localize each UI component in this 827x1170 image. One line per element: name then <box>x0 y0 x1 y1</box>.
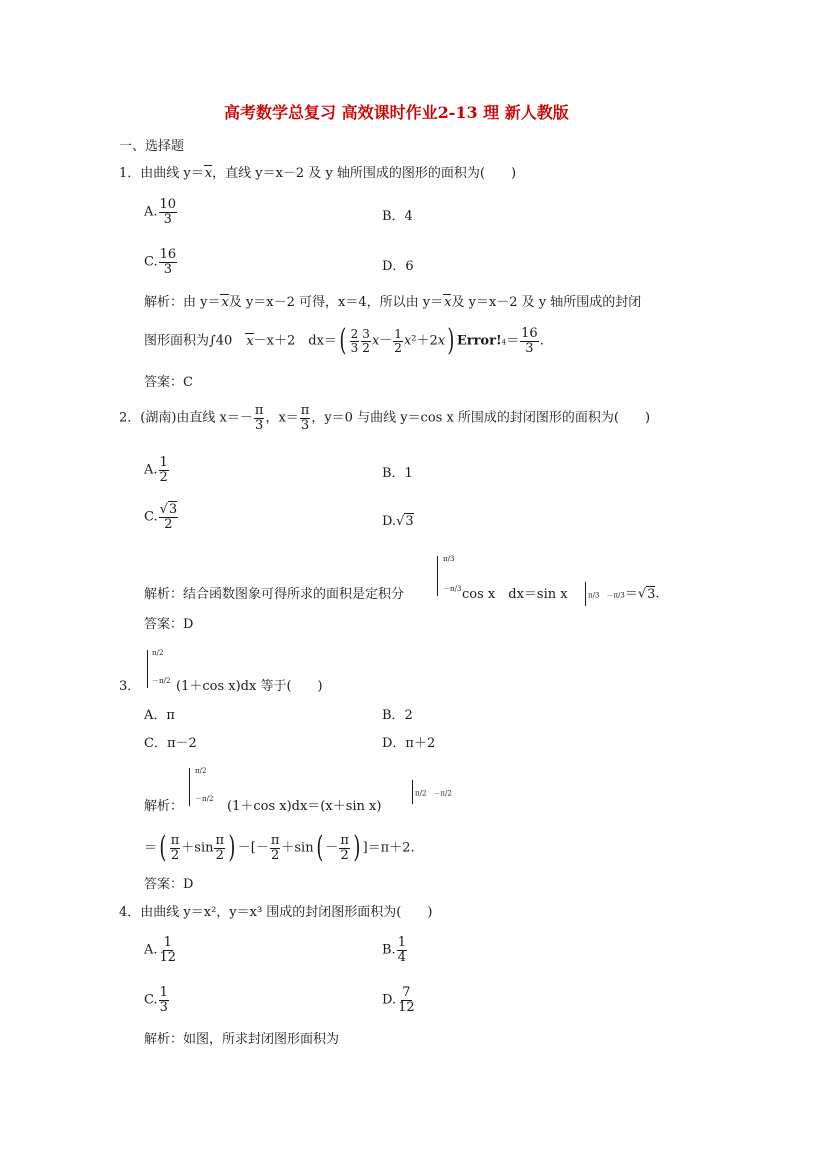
section-heading: 一、选择题 <box>119 139 185 154</box>
q3-stem: (1＋cos x)dx 等于( ) <box>176 679 323 694</box>
q2-option-b: B．1 <box>382 466 413 481</box>
q1-stem: 1．由曲线 y＝x，直线 y＝x－2 及 y 轴所围成的图形的面积为( ) <box>119 166 517 181</box>
q2-solution-text: 解析：结合函数图象可得所求的面积是定积分 <box>144 587 405 602</box>
page-title: 高考数学总复习 高效课时作业2-13 理 新人教版 <box>224 103 569 122</box>
q2-option-d: D.√3 <box>382 514 414 529</box>
q4-option-b: B. $\frac{1}{4}$ <box>382 935 406 965</box>
q2-stem: 2．(湖南)由直线 x＝－ $\frac{\pi}{3}$ ，x＝ $\frac{\pi}{3}$ ，y＝0 与曲线 y＝cos x 所围成的封闭图形的面积为( ) <box>119 403 651 433</box>
q4-option-d: D. $\frac{7}{12}$ <box>382 985 415 1015</box>
q3-integral-sign <box>147 650 148 688</box>
q1-option-a: A. $\frac{10}{3}$ <box>144 197 177 227</box>
q1-answer: 答案：C <box>144 375 193 390</box>
q1-solution-line2: 图形面积为∫40 x－x＋2 dx＝( $\frac{2}{3}$ $\frac{3}{2}$ x－ $\frac{1}{2}$ x²＋2x) Error!4＝ $\frac{16}{3}$ . <box>144 323 544 358</box>
q2-option-c: C. $\frac{√3}{2}$ <box>144 502 178 532</box>
q3-solution-integral-sign <box>189 768 190 806</box>
q3-solution-integral: (1＋cos x)dx＝(x＋sin x) <box>227 799 382 814</box>
q1-option-c: C. $\frac{16}{3}$ <box>144 247 177 277</box>
q3-option-a: A．π <box>144 708 175 723</box>
q2-option-a: A. $\frac{1}{2}$ <box>144 455 168 485</box>
q3-option-d: D．π＋2 <box>382 736 436 751</box>
q2-solution-eval: π/3 －π/3＝√3. <box>583 582 660 606</box>
q3-answer: 答案：D <box>144 877 194 892</box>
q3-solution-eval-bar: π/2 －π/2 <box>410 780 452 804</box>
q3-option-b: B．2 <box>382 708 413 723</box>
q3-solution-label: 解析： <box>144 799 184 814</box>
q4-option-a: A. $\frac{1}{12}$ <box>144 935 177 965</box>
q3-solution-line2: ＝( $\frac{\pi}{2}$ ＋sin $\frac{\pi}{2}$ ) －[－ $\frac{\pi}{2}$ ＋sin( － $\frac{\pi}{2}$ ) ]＝π＋2. <box>144 830 415 865</box>
q1-solution-line1: 解析：由 y＝x及 y＝x－2 可得，x＝4，所以由 y＝x及 y＝x－2 及 y 轴所围成的封闭 <box>144 295 642 310</box>
q4-option-c: C. $\frac{1}{3}$ <box>144 985 168 1015</box>
q4-solution: 解析：如图，所求封闭图形面积为 <box>144 1032 340 1047</box>
q2-solution-integral: cos x dx＝sin x <box>462 587 568 602</box>
q2-integral-sign <box>437 556 438 596</box>
q3-option-c: C．π－2 <box>144 736 197 751</box>
q3-number: 3． <box>119 679 141 694</box>
q2-answer: 答案：D <box>144 617 194 632</box>
q4-stem: 4．由曲线 y＝x²，y＝x³ 围成的封闭图形面积为( ) <box>119 905 433 920</box>
q1-option-b: B．4 <box>382 209 413 224</box>
q1-option-d: D．6 <box>382 259 414 274</box>
